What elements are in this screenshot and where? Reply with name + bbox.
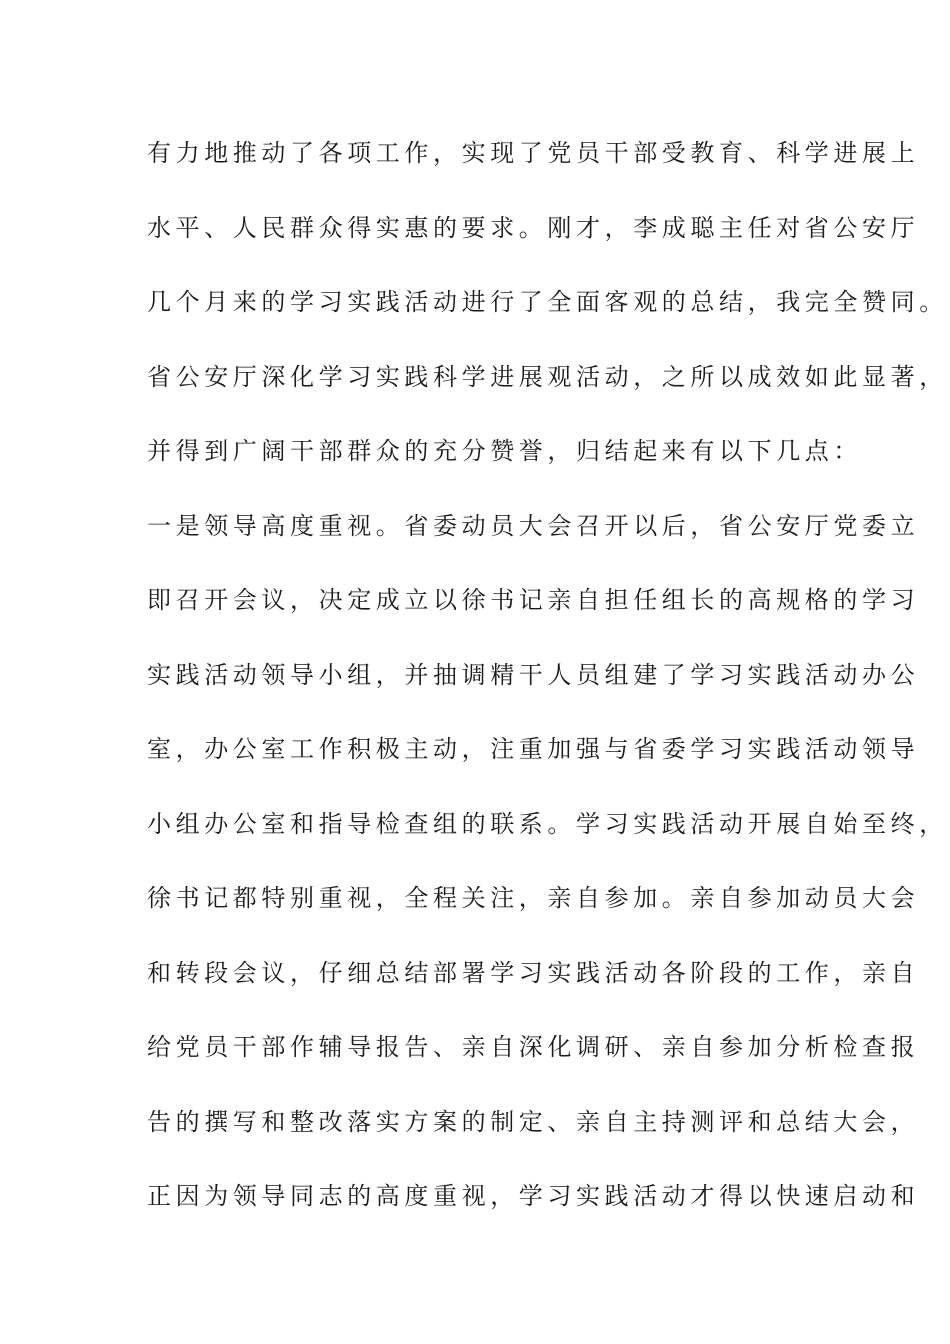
text-line: 小组办公室和指导检查组的联系。学习实践活动开展自始至终， bbox=[147, 809, 948, 838]
text-line: 实践活动领导小组，并抽调精干人员组建了学习实践活动办公 bbox=[147, 660, 920, 689]
text-line: 有力地推动了各项工作，实现了党员干部受教育、科学进展上 bbox=[147, 139, 920, 167]
text-line: 告的撰写和整改落实方案的制定、亲自主持测评和总结大会， bbox=[147, 1107, 920, 1136]
text-line: 几个月来的学习实践活动进行了全面客观的总结，我完全赞同。 bbox=[147, 288, 948, 316]
text-line: 室，办公室工作积极主动，注重加强与省委学习实践活动领导 bbox=[147, 735, 920, 763]
text-line: 正因为领导同志的高度重视，学习实践活动才得以快速启动和 bbox=[147, 1182, 920, 1210]
text-line: 并得到广阔干部群众的充分赞誉，归结起来有以下几点： bbox=[147, 437, 862, 465]
document-body bbox=[147, 132, 948, 1250]
text-line: 徐书记都特别重视，全程关注，亲自参加。亲自参加动员大会 bbox=[147, 884, 920, 912]
text-line: 给党员干部作辅导报告、亲自深化调研、亲自参加分析检查报 bbox=[147, 1033, 920, 1061]
text-line: 省公安厅深化学习实践科学进展观活动，之所以成效如此显著， bbox=[147, 362, 948, 391]
text-line: 即召开会议，决定成立以徐书记亲自担任组长的高规格的学习 bbox=[147, 586, 920, 614]
text-line: 和转段会议，仔细总结部署学习实践活动各阶段的工作，亲自 bbox=[147, 958, 920, 987]
text-line: 一是领导高度重视。省委动员大会召开以后，省公安厅党委立 bbox=[147, 511, 920, 540]
text-line: 水平、人民群众得实惠的要求。刚才，李成聪主任对省公安厅 bbox=[147, 213, 920, 242]
